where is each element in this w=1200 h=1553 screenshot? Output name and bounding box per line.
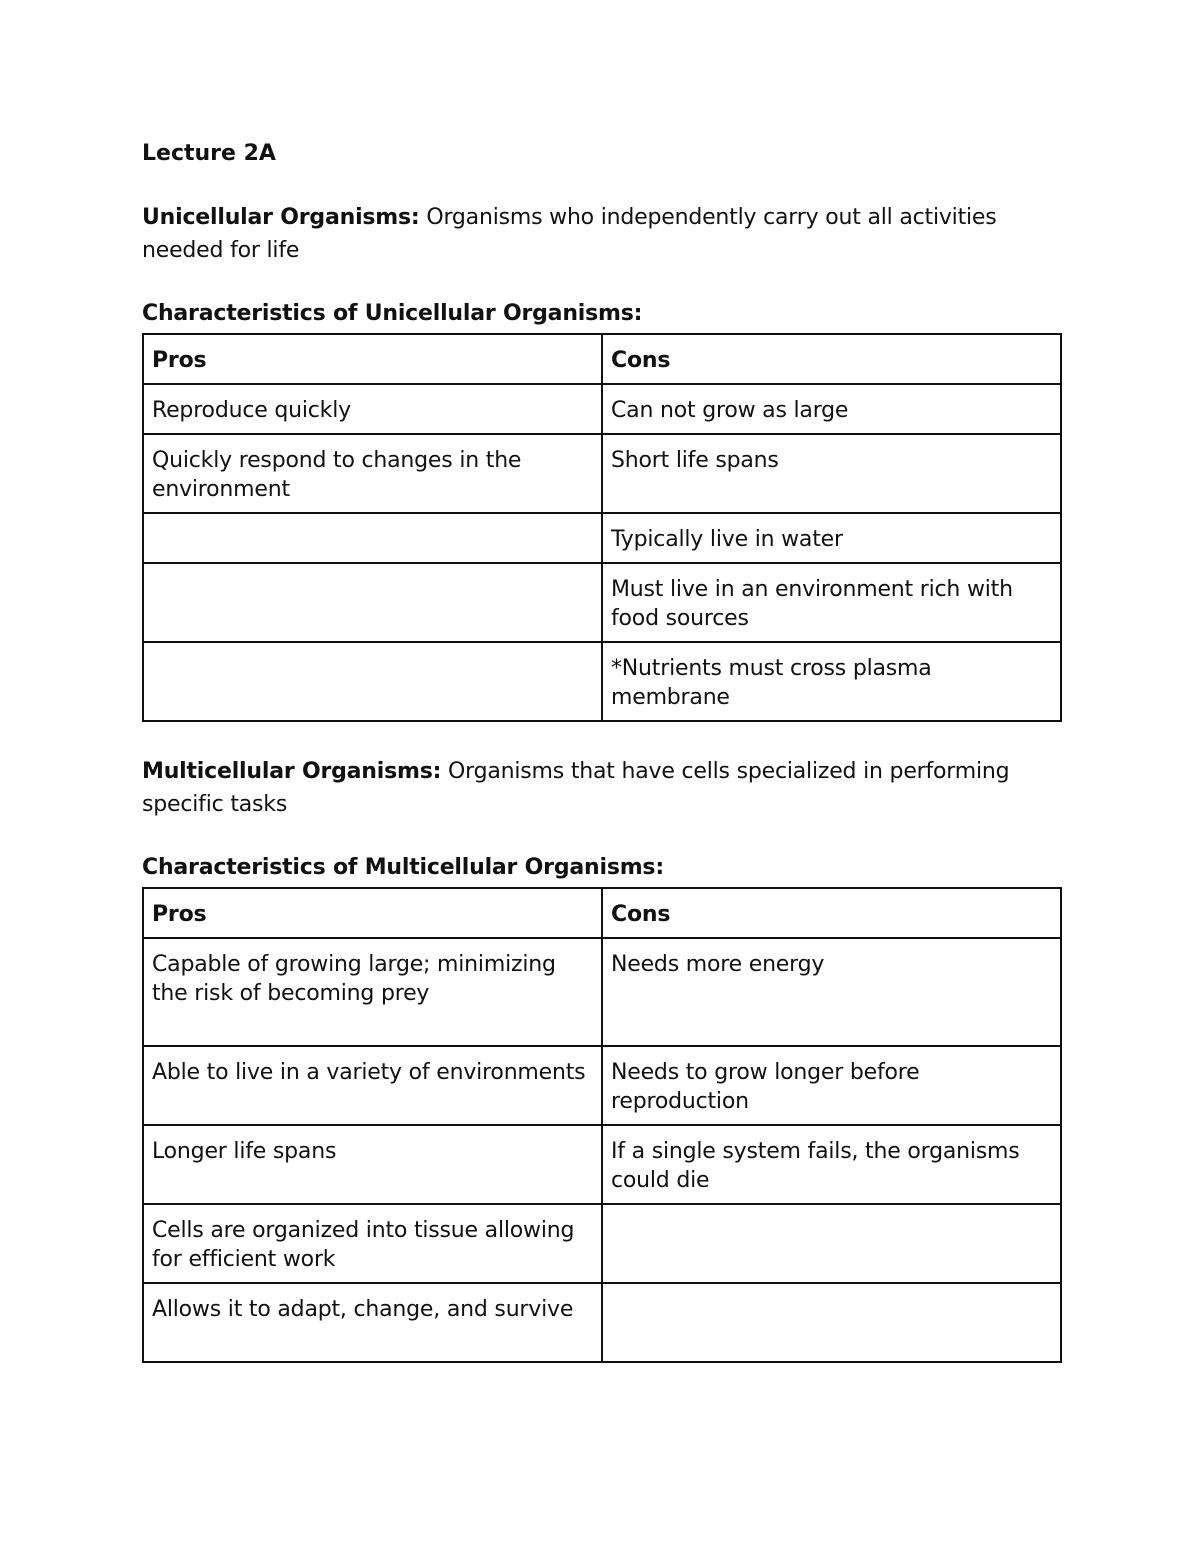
pro-cell [143, 642, 602, 721]
table-row [143, 938, 1061, 1046]
con-cell: If a single system fails, the organisms could die [602, 1125, 1061, 1204]
table-row [143, 513, 1061, 563]
unicellular-definition-text: Organisms who independently carry out all activities needed for life [142, 205, 997, 263]
multicellular-definition-text: Organisms that have cells specialized in performing specific tasks [142, 759, 1010, 817]
con-cell: Needs more energy [602, 938, 1061, 1046]
pro-cell: Able to live in a variety of environments [143, 1046, 602, 1125]
con-cell [602, 1204, 1061, 1283]
pro-cell: Capable of growing large; minimizing the risk of becoming prey [143, 938, 602, 1046]
table-header-row [143, 334, 1061, 384]
unicellular-term: Unicellular Organisms: [142, 205, 420, 230]
table-row [143, 1125, 1061, 1204]
con-cell: Short life spans [602, 434, 1061, 513]
document-page [142, 138, 1060, 1396]
table-row [143, 1283, 1061, 1362]
multicellular-definition [142, 755, 1060, 821]
table-header-row [143, 888, 1061, 938]
table-row [143, 434, 1061, 513]
unicellular-characteristics-heading: Characteristics of Unicellular Organisms: [142, 301, 643, 326]
con-cell: *Nutrients must cross plasma membrane [602, 642, 1061, 721]
unicellular-pros-cons-table [142, 333, 1062, 722]
pro-cell: Allows it to adapt, change, and survive [143, 1283, 602, 1362]
cons-header: Cons [602, 888, 1061, 938]
table-row [143, 642, 1061, 721]
cons-header: Cons [602, 334, 1061, 384]
unicellular-definition [142, 201, 1060, 267]
page-title: Lecture 2A [142, 141, 276, 166]
pro-cell [143, 563, 602, 642]
table-row [143, 1046, 1061, 1125]
con-cell: Can not grow as large [602, 384, 1061, 434]
con-cell: Needs to grow longer before reproduction [602, 1046, 1061, 1125]
multicellular-pros-cons-table [142, 887, 1062, 1363]
pros-header: Pros [143, 334, 602, 384]
pro-cell: Quickly respond to changes in the environment [143, 434, 602, 513]
multicellular-term: Multicellular Organisms: [142, 759, 442, 784]
con-cell: Must live in an environment rich with food sources [602, 563, 1061, 642]
pro-cell: Cells are organized into tissue allowing for efficient work [143, 1204, 602, 1283]
pros-header: Pros [143, 888, 602, 938]
con-cell: Typically live in water [602, 513, 1061, 563]
pro-cell [143, 513, 602, 563]
pro-cell: Reproduce quickly [143, 384, 602, 434]
table-row [143, 563, 1061, 642]
table-row [143, 384, 1061, 434]
table-row [143, 1204, 1061, 1283]
multicellular-characteristics-heading: Characteristics of Multicellular Organisms: [142, 855, 664, 880]
con-cell [602, 1283, 1061, 1362]
pro-cell: Longer life spans [143, 1125, 602, 1204]
